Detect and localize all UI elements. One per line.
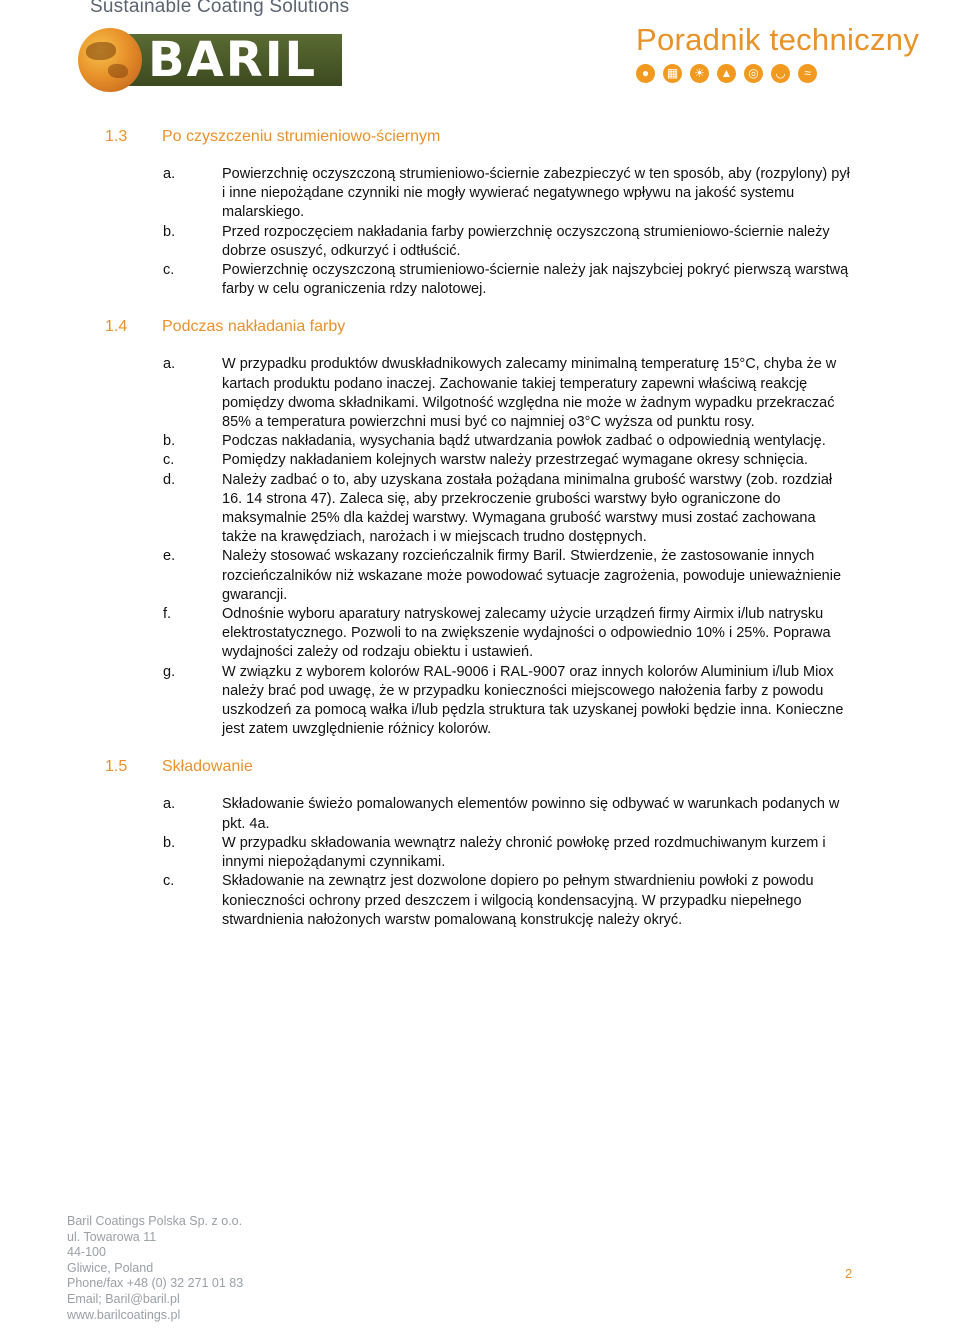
category-icons: [636, 64, 817, 83]
company-name: Baril Coatings Polska Sp. z o.o.: [67, 1214, 243, 1228]
postal-code: 44-100: [67, 1245, 106, 1260]
drop-icon: ●: [636, 64, 655, 83]
list-item: [105, 451, 850, 470]
item-marker: f.: [163, 606, 172, 623]
section-list: [105, 165, 850, 299]
grid-icon: ▦: [663, 64, 682, 83]
item-text: W związku z wyborem kolorów RAL-9006 i RAL-9007 oraz innych kolorów Aluminium i/lub Miox należy brać pod uwagę, że w przypadku konieczności miejscowego nałożenia farby z powodu uszkodzeń za pomocą wałka i/lub pędzla struktura tak uzyskanej powłoki będzie inna. Konieczne jest zatem uwzględnienie różnicy kolorów.: [222, 663, 844, 738]
item-marker: e.: [163, 548, 176, 565]
section-number: 1.5: [105, 758, 128, 776]
section-title: Składowanie: [162, 758, 253, 776]
list-item: [105, 355, 850, 432]
list-item: [105, 872, 850, 930]
logo-text: BARIL: [148, 32, 318, 88]
item-marker: c.: [163, 262, 175, 279]
section-heading: [105, 758, 850, 776]
item-marker: c.: [163, 873, 175, 890]
street: ul. Towarowa 11: [67, 1229, 157, 1244]
email[interactable]: Email; Baril@baril.pl: [67, 1291, 180, 1306]
bowl-icon: ◡: [771, 64, 790, 83]
target-icon: ◎: [744, 64, 763, 83]
section-list: [105, 795, 850, 929]
item-text: W przypadku składowania wewnątrz należy chronić powłokę przed rozdmuchiwanym kurzem i innymi niepożądanymi czynnikami.: [222, 834, 826, 871]
section-title: Podczas nakładania farby: [162, 318, 346, 336]
list-item: [105, 547, 850, 605]
item-marker: a.: [163, 356, 176, 373]
document-body: [105, 128, 850, 930]
item-text: Pomiędzy nakładaniem kolejnych warstw należy przestrzegać wymagane okresy schnięcia.: [222, 452, 808, 469]
website-link[interactable]: www.barilcoatings.pl: [67, 1307, 181, 1322]
item-text: Powierzchnię oczyszczoną strumieniowo-ściernie należy jak najszybciej pokryć pierwszą warstwą farby w celu ograniczenia rdzy nalotowej.: [222, 262, 849, 298]
section-heading: [105, 318, 850, 336]
footer-address: [67, 1214, 243, 1323]
section-heading: [105, 128, 850, 146]
list-item: [105, 223, 850, 261]
wave-icon: ≈: [798, 64, 817, 83]
item-marker: a.: [163, 166, 176, 182]
list-item: [105, 663, 850, 740]
list-item: [105, 795, 850, 833]
phone: Phone/fax +48 (0) 32 271 01 83: [67, 1276, 244, 1291]
item-text: W przypadku produktów dwuskładnikowych zalecamy minimalną temperaturę 15°C, chyba że w kartach produktu podano inaczej. Zachowanie takiej temperatury zapewni właściwą reakcję pomiędzy dwoma składnikami. Wilgotność względna nie może w żadnym wypadku przekraczać 85% a temperatura powierzchni musi być co najmniej o3°C wyższa od punktu rosy.: [222, 356, 837, 431]
section-title: Po czyszczeniu strumieniowo-ściernym: [162, 128, 441, 145]
item-text: Składowanie świeżo pomalowanych elementów powinno się odbywać w warunkach podanych w pkt. 4a.: [222, 796, 840, 832]
item-text: Powierzchnię oczyszczoną strumieniowo-ściernie zabezpieczyć w ten sposób, aby (rozpylony) pył i inne niepożądane czynniki nie mogły wywierać negatywnego wpływu na jakość systemu malarskiego.: [222, 166, 850, 221]
item-text: Odnośnie wyboru aparatury natryskowej zalecamy użycie urządzeń firmy Airmix i/lub natrysku elektrostatycznego. Pozwoli to na zwiększenie wydajności o odpowiednio 10% i 25%. Poprawa wydajności zależy od rodzaju obiektu i ustawień.: [222, 606, 831, 661]
item-marker: b.: [163, 223, 176, 240]
item-text: Należy zadbać o to, aby uzyskana została pożądana minimalna grubość warstwy (zob. rozdział 16. 14 strona 47). Zaleca się, aby przekroczenie grubości warstwy było ograniczone do maksymalnie 25% dla każdej warstwy. Wymagana grubość warstwy musi zostać zachowana także na krawędziach, narożach i w miejscach trudno dostępnych.: [222, 471, 833, 546]
item-marker: g.: [163, 663, 176, 680]
company-tagline: Sustainable Coating Solutions: [90, 0, 350, 17]
list-item: [105, 605, 850, 663]
item-text: Przed rozpoczęciem nakładania farby powierzchnię oczyszczoną strumieniowo-ściernie należy dobrze osuszyć, odkurzyć i odtłuścić.: [222, 223, 830, 259]
section-number: 1.4: [105, 318, 128, 336]
item-marker: b.: [163, 433, 176, 450]
item-marker: c.: [163, 452, 175, 469]
item-text: Należy stosować wskazany rozcieńczalnik firmy Baril. Stwierdzenie, że zastosowanie innych rozcieńczalników niż wskazane może powodować sytuacje zagrożenia, powoduje unieważnienie gwarancji.: [222, 548, 842, 603]
sun-icon: ☀: [690, 64, 709, 83]
section-list: [105, 355, 850, 739]
document-title: Poradnik techniczny: [636, 22, 920, 57]
bottle-icon: ▲: [717, 64, 736, 83]
item-text: Składowanie na zewnątrz jest dozwolone dopiero po pełnym stwardnieniu powłoki z powodu konieczności ochrony przed deszczem i wilgocią kondensacyjną. W przypadku niepełnego stwardnienia nałożonych warstw pomalowaną konstrukcję należy okryć.: [222, 873, 814, 928]
globe-icon: [78, 28, 142, 92]
item-text: Podczas nakładania, wysychania bądź utwardzania powłok zadbać o odpowiednią wentylację.: [222, 433, 826, 450]
item-marker: b.: [163, 834, 176, 851]
list-item: [105, 261, 850, 299]
item-marker: a.: [163, 796, 176, 813]
baril-logo: [78, 28, 342, 92]
list-item: [105, 834, 850, 872]
list-item: [105, 165, 850, 223]
item-marker: d.: [163, 471, 176, 488]
city: Gliwice, Poland: [67, 1260, 154, 1275]
list-item: [105, 471, 850, 548]
section-number: 1.3: [105, 128, 128, 145]
list-item: [105, 432, 850, 451]
page-number: 2: [845, 1266, 853, 1281]
